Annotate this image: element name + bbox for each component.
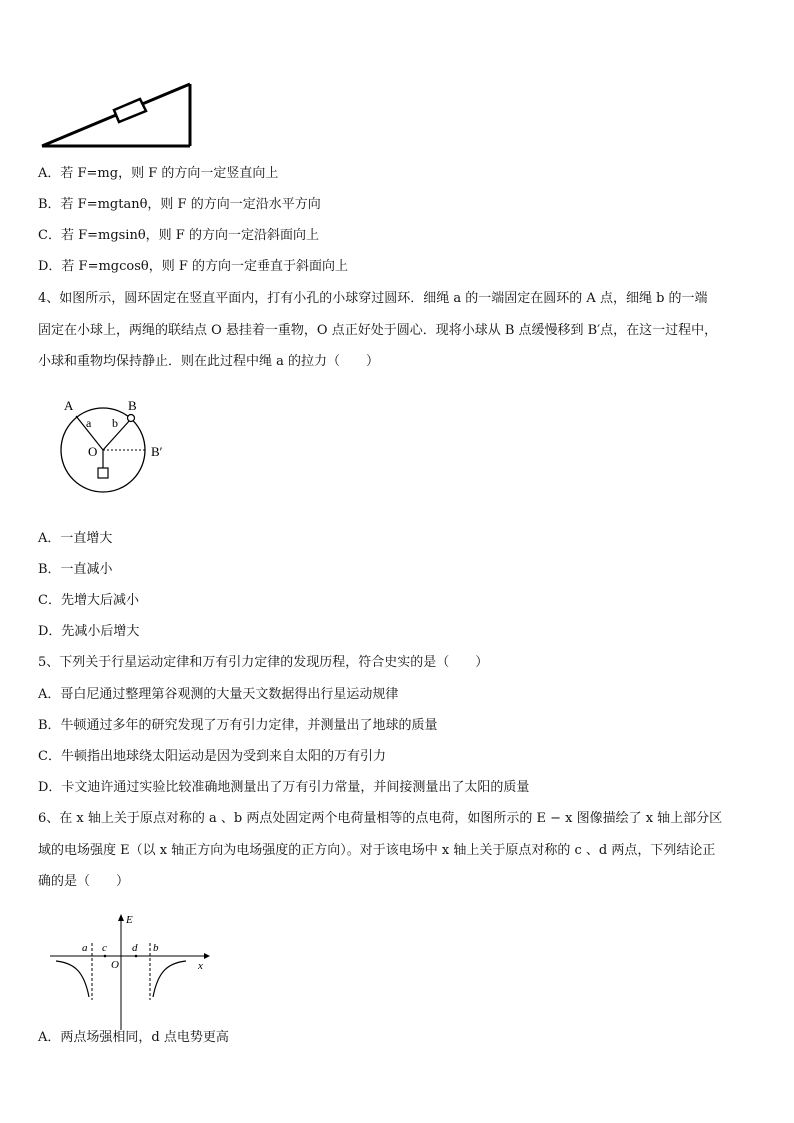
label-c: c <box>102 942 107 954</box>
prev-option-d: D．若 F=mgcosθ，则 F 的方向一定垂直于斜面向上 <box>38 259 349 274</box>
label-b: b <box>112 416 118 430</box>
q6-stem-line3: 确的是（ ） <box>38 874 130 889</box>
label-x: x <box>198 960 203 972</box>
q5-option-a: A．哥白尼通过整理第谷观测的大量天文数据得出行星运动规律 <box>38 687 399 702</box>
point-c <box>104 955 107 958</box>
label-O: O <box>111 959 119 971</box>
prev-option-c: C．若 F=mgsinθ，则 F 的方向一定沿斜面向上 <box>38 228 319 243</box>
q6-stem-line2: 域的电场强度 E（以 x 轴正方向为电场强度的正方向）。对于该电场中 x 轴上关于原点对称的 c 、d 两点，下列结论正 <box>38 843 716 858</box>
label-A: A <box>64 398 74 413</box>
small-ball <box>128 415 135 422</box>
q6-option-a: A．两点场强相同，d 点电势更高 <box>38 1030 229 1045</box>
label-Bprime: B′ <box>151 444 163 459</box>
q5-stem: 5、下列关于行星运动定律和万有引力定律的发现历程，符合史实的是（ ） <box>38 655 489 670</box>
q4-ring-figure <box>0 390 200 510</box>
label-a: a <box>86 416 92 430</box>
prev-option-b: B．若 F=mgtanθ，则 F 的方向一定沿水平方向 <box>38 197 321 212</box>
q5-option-b: B．牛顿通过多年的研究发现了万有引力定律，并测量出了地球的质量 <box>38 718 438 733</box>
incline-figure <box>0 0 794 160</box>
q6-e-x-graph <box>0 905 240 1035</box>
label-b: b <box>153 942 159 954</box>
curve-right <box>153 961 186 997</box>
block-on-incline <box>114 99 146 122</box>
q4-option-d: D．先减小后增大 <box>38 624 140 639</box>
x-axis-arrow <box>204 953 210 959</box>
label-B: B <box>128 398 137 413</box>
label-E: E <box>126 914 133 926</box>
q5-option-d: D．卡文迪许通过实验比较准确地测量出了万有引力常量，并间接测量出了太阳的质量 <box>38 780 530 795</box>
label-O: O <box>88 444 98 459</box>
label-d: d <box>132 942 138 954</box>
q4-option-c: C．先增大后减小 <box>38 593 139 608</box>
curve-left <box>56 961 89 997</box>
q5-option-c: C．牛顿指出地球绕太阳运动是因为受到来自太阳的万有引力 <box>38 749 386 764</box>
q6-stem-line1: 6、在 x 轴上关于原点对称的 a 、b 两点处固定两个电荷量相等的点电荷，如图所示的 E − x 图像描绘了 x 轴上部分区 <box>38 811 723 826</box>
label-a: a <box>82 942 88 954</box>
q4-stem-line1: 4、如图所示，圆环固定在竖直平面内，打有小孔的小球穿过圆环．细绳 a 的一端固定在圆环的 A 点，细绳 b 的一端 <box>38 291 708 306</box>
q4-option-b: B．一直减小 <box>38 562 113 577</box>
q4-option-a: A．一直增大 <box>38 531 113 546</box>
e-axis-arrow <box>118 914 124 921</box>
point-d <box>135 955 138 958</box>
prev-option-a: A．若 F=mg，则 F 的方向一定竖直向上 <box>38 166 279 181</box>
q4-stem-line2: 固定在小球上，两绳的联结点 O 悬挂着一重物，O 点正好处于圆心．现将小球从 B 点缓慢移到 B′点，在这一过程中， <box>38 323 718 338</box>
weight <box>98 468 108 478</box>
q4-stem-line3: 小球和重物均保持静止．则在此过程中绳 a 的拉力（ ） <box>38 354 380 369</box>
